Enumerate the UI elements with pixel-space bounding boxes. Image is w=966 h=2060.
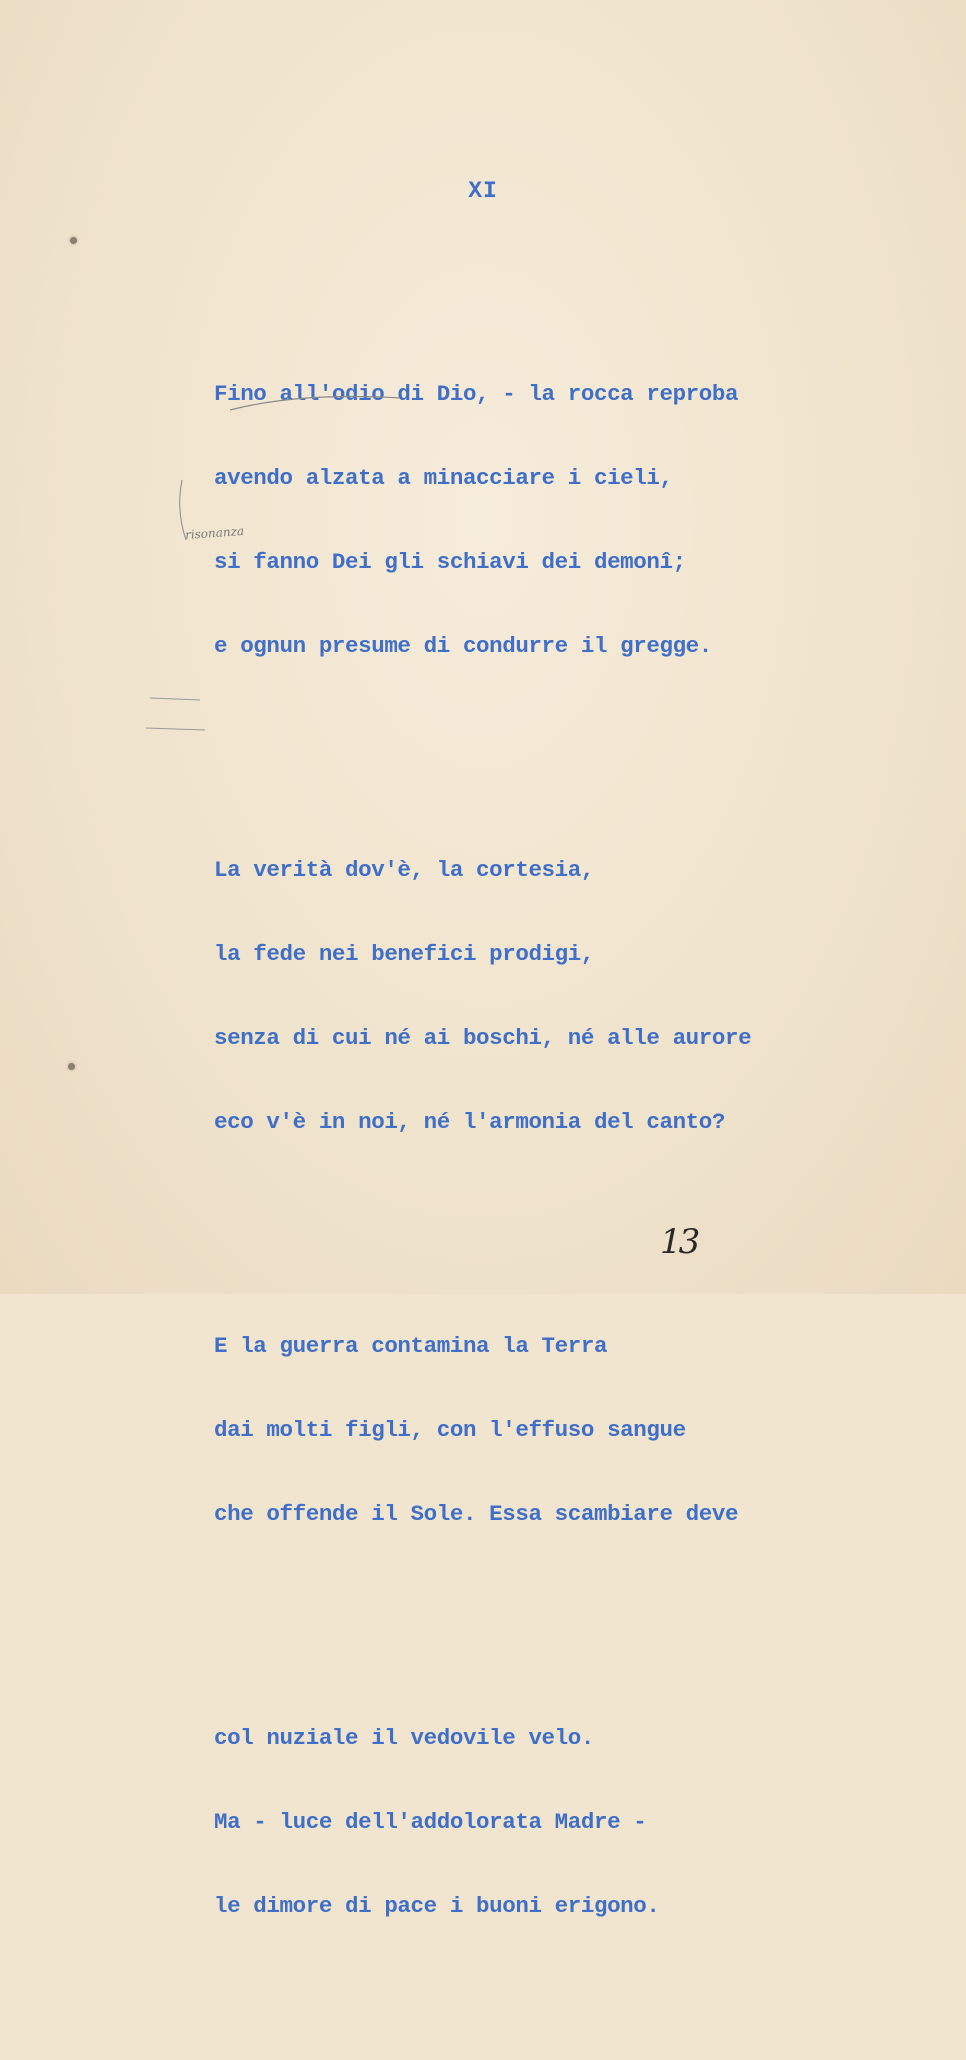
poem-line: Ma - luce dell'addolorata Madre - — [214, 1809, 647, 1835]
pencil-arc — [230, 397, 400, 411]
stanza — [214, 1276, 751, 1584]
poem-number: XI — [468, 178, 498, 204]
poem-line: La verità dov'è, la cortesia, — [214, 857, 594, 883]
poem-line: le dimore di pace i buoni erigono. — [214, 1893, 660, 1919]
page-number: 13 — [660, 1222, 698, 1262]
poem-line: eco v'è in noi, né l'armonia del canto? — [214, 1109, 725, 1135]
poem-line: senza di cui né ai boschi, né alle aurore — [214, 1025, 752, 1051]
poem-line: col nuziale il vedovile velo. — [214, 1725, 594, 1751]
pencil-dash — [146, 728, 205, 730]
poem-line: dai molti figli, con l'effuso sangue — [214, 1417, 686, 1443]
poem-line: E la guerra contamina la Terra — [214, 1333, 608, 1359]
pencil-dash — [150, 698, 200, 700]
poem-line: avendo alzata a minacciare i cieli, — [214, 465, 673, 491]
margin-annotation: risonanza — [184, 523, 245, 543]
poem-line: si fanno Dei gli schiavi dei demonî; — [214, 549, 686, 575]
poem-line: che offende il Sole. Essa scambiare deve — [214, 1501, 739, 1527]
poem-line: la fede nei benefici prodigi, — [214, 941, 594, 967]
poem-line: e ognun presume di condurre il gregge. — [214, 633, 712, 659]
stanza — [214, 1668, 751, 1976]
poem-line: Fino all'odio di Dio, - la rocca reproba — [214, 381, 739, 407]
